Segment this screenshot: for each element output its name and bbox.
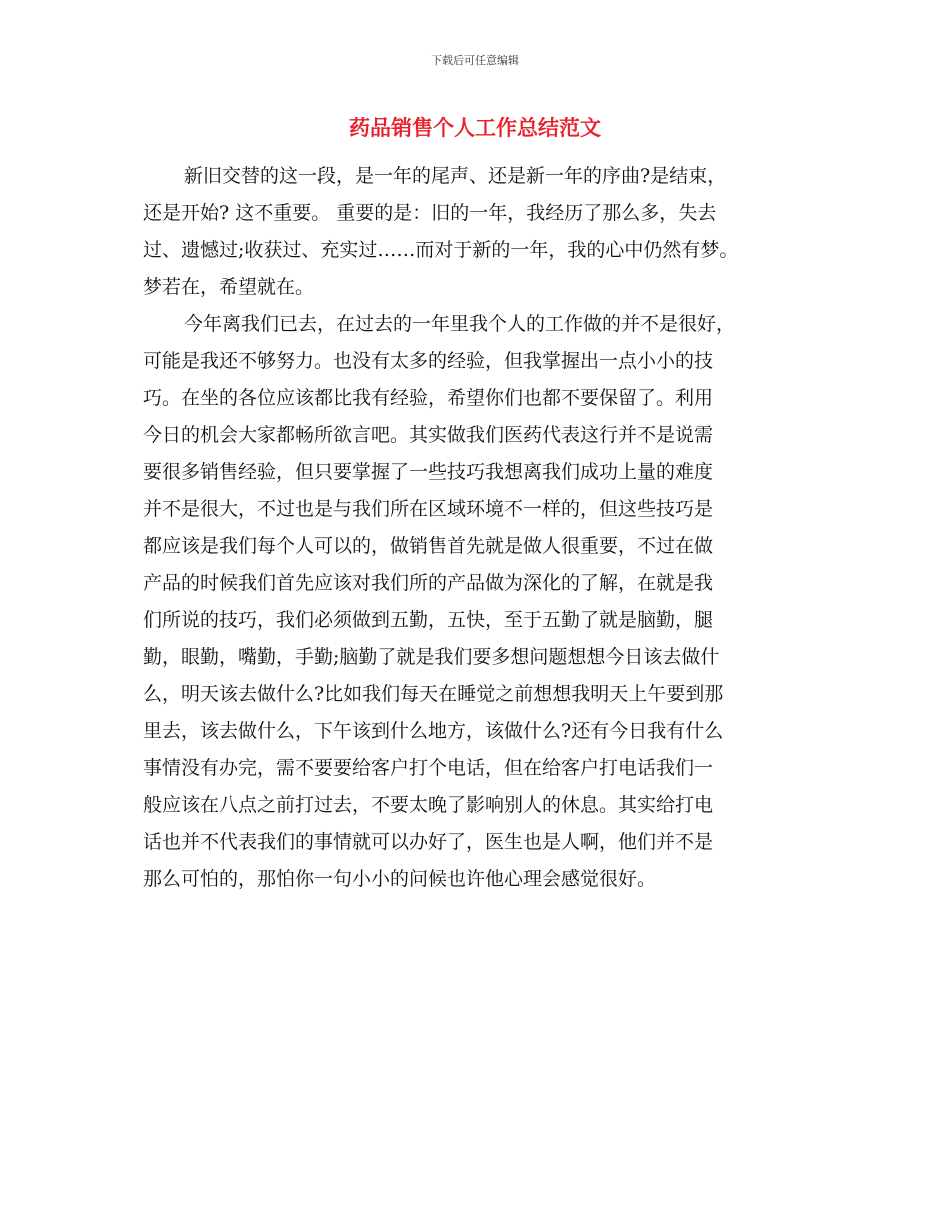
document-title: 药品销售个人工作总结范文 bbox=[349, 115, 601, 140]
paragraph-line: 那么可怕的，那怕你一句小小的问候也许他心理会感觉很好。 bbox=[143, 868, 657, 890]
paragraph-line: 们所说的技巧，我们必须做到五勤，五快，至于五勤了就是脑勤，腿 bbox=[143, 609, 714, 631]
document-body bbox=[143, 158, 823, 898]
paragraph-line: 勤，眼勤，嘴勤，手勤;脑勤了就是我们要多想问题想想今日该去做什 bbox=[143, 646, 720, 668]
paragraph-line: 并不是很大，不过也是与我们所在区域环境不一样的，但这些技巧是 bbox=[143, 498, 714, 520]
paragraph-line: 过、遗憾过;收获过、充实过……而对于新的一年，我的心中仍然有梦。 bbox=[143, 239, 739, 261]
paragraph-line: 么，明天该去做什么?比如我们每天在睡觉之前想想我明天上午要到那 bbox=[143, 683, 724, 705]
paragraph-line: 可能是我还不够努力。也没有太多的经验，但我掌握出一点小小的技 bbox=[143, 350, 714, 372]
paragraph-line: 巧。在坐的各位应该都比我有经验，希望你们也都不要保留了。利用 bbox=[143, 387, 714, 409]
paragraph-line: 还是开始? 这不重要。 重要的是：旧的一年，我经历了那么多，失去 bbox=[143, 202, 717, 224]
paragraph-line: 梦若在，希望就在。 bbox=[143, 276, 315, 298]
paragraph-line: 产品的时候我们首先应该对我们所的产品做为深化的了解，在就是我 bbox=[143, 572, 714, 594]
paragraph-1 bbox=[143, 158, 823, 306]
paragraph-line: 今年离我们已去，在过去的一年里我个人的工作做的并不是很好， bbox=[184, 313, 736, 335]
paragraph-line: 话也并不代表我们的事情就可以办好了，医生也是人啊，他们并不是 bbox=[143, 831, 714, 853]
paragraph-2 bbox=[143, 306, 823, 898]
paragraph-line: 新旧交替的这一段，是一年的尾声、还是新一年的序曲?是结束， bbox=[184, 165, 727, 187]
paragraph-line: 今日的机会大家都畅所欲言吧。其实做我们医药代表这行并不是说需 bbox=[143, 424, 714, 446]
paragraph-line: 事情没有办完，需不要要给客户打个电话，但在给客户打电话我们一 bbox=[143, 757, 714, 779]
paragraph-line: 都应该是我们每个人可以的，做销售首先就是做人很重要，不过在做 bbox=[143, 535, 714, 557]
paragraph-line: 要很多销售经验，但只要掌握了一些技巧我想离我们成功上量的难度 bbox=[143, 461, 714, 483]
paragraph-line: 般应该在八点之前打过去，不要太晚了影响别人的休息。其实给打电 bbox=[143, 794, 714, 816]
paragraph-line: 里去，该去做什么，下午该到什么地方，该做什么?还有今日我有什么 bbox=[143, 720, 724, 742]
page-header: 下载后可任意编辑 bbox=[431, 54, 519, 67]
